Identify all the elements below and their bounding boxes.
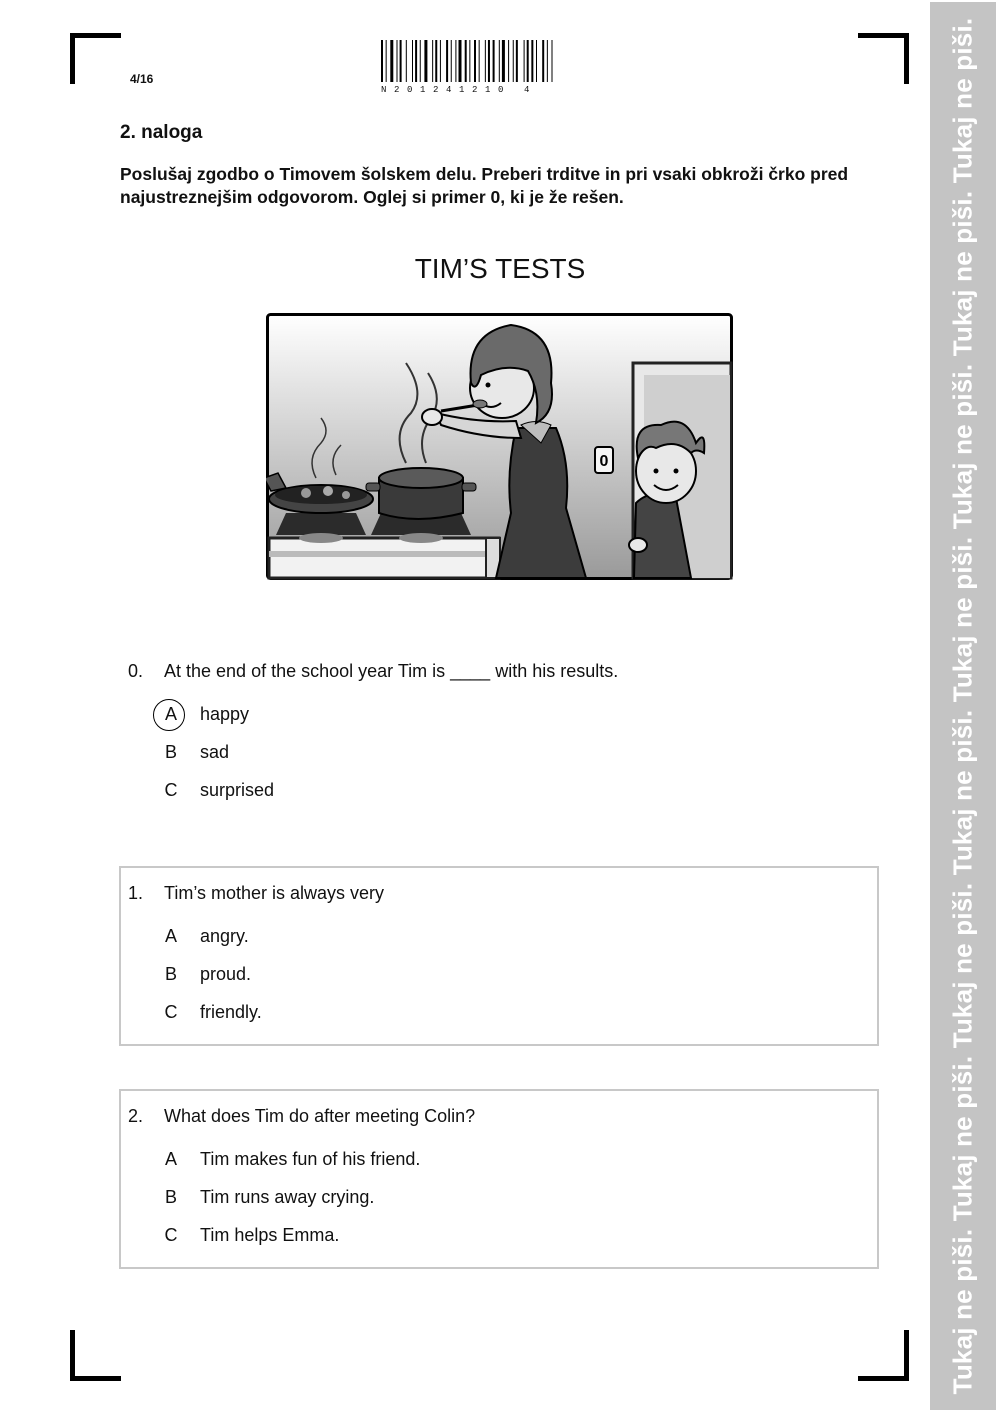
option-letter: C — [164, 780, 178, 800]
option-text: Tim helps Emma. — [200, 1225, 340, 1245]
story-title: TIM’S TESTS — [414, 253, 586, 284]
option-text: surprised — [200, 780, 275, 800]
option-text: Tim makes fun of his friend. — [200, 1149, 421, 1169]
question-2 — [128, 1106, 868, 1256]
kitchen-illustration — [266, 313, 733, 580]
option-letter: C — [164, 1002, 178, 1022]
barcode — [381, 40, 616, 82]
question-number: 2. — [128, 1106, 144, 1126]
option-letter: A — [164, 704, 177, 724]
option-letter: A — [164, 1149, 177, 1169]
corner-mark-top-left — [70, 33, 121, 84]
question-text: Tim’s mother is always very — [164, 883, 385, 903]
barcode-number: N201241210 4 — [381, 85, 538, 95]
sidebar-text: Tukaj ne piši. Tukaj ne piši. Tukaj ne piši. Tukaj ne piši. Tukaj ne piši. Tukaj ne piši. Tukaj ne piši. Tukaj ne piši. — [947, 17, 978, 1395]
corner-mark-top-right — [858, 33, 909, 84]
illustration-label: 0 — [599, 453, 609, 470]
option-letter: A — [164, 926, 177, 946]
question-text: What does Tim do after meeting Colin? — [164, 1106, 476, 1126]
option-letter: B — [164, 964, 177, 984]
task-title: 2. naloga — [120, 122, 203, 143]
option-text: proud. — [200, 964, 252, 984]
option-text: sad — [200, 742, 230, 762]
corner-mark-bottom-right — [858, 1330, 909, 1381]
option-text: friendly. — [200, 1002, 262, 1022]
task-instructions: Poslušaj zgodbo o Timovem šolskem delu. Preberi trditve in pri vsaki obkroži črko pred najustreznejšim odgovorom. Oglej si primer 0, ki je že rešen. — [120, 164, 849, 207]
option-letter: C — [164, 1225, 178, 1245]
question-number: 1. — [128, 883, 144, 903]
question-1 — [128, 883, 868, 1033]
option-text: angry. — [200, 926, 249, 946]
corner-mark-bottom-left — [70, 1330, 121, 1381]
option-letter: B — [164, 742, 177, 762]
option-letter: B — [164, 1187, 177, 1207]
option-text: happy — [200, 704, 250, 724]
question-number: 0. — [128, 661, 144, 681]
example-question — [128, 661, 868, 811]
option-text: Tim runs away crying. — [200, 1187, 375, 1207]
question-text: At the end of the school year Tim is ____ with his results. — [164, 661, 619, 681]
page-number: 4/16 — [130, 72, 154, 86]
do-not-write-sidebar — [930, 2, 996, 1410]
